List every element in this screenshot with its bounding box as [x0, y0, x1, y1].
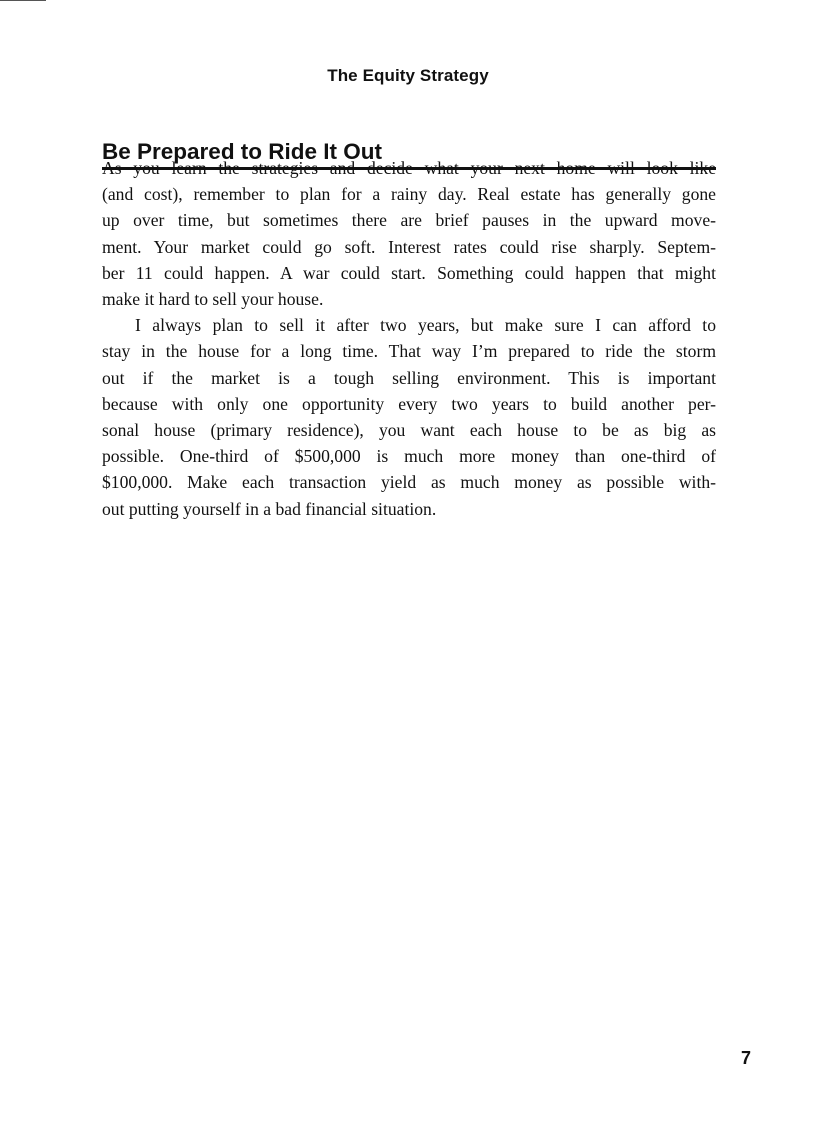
text-line: ber 11 could happen. A war could start. Something could happen that might — [102, 262, 716, 283]
text-line: make it hard to sell your house. — [102, 289, 324, 310]
text-line: out if the market is a tough selling environment. This is important — [102, 367, 716, 388]
crop-mark — [0, 0, 46, 1]
text-line: stay in the house for a long time. That way I’m prepared to ride the storm — [102, 341, 716, 362]
text-line: ment. Your market could go soft. Interest rates could rise sharply. Septem- — [102, 236, 716, 257]
text-line: I always plan to sell it after two years, but make sure I can afford to — [135, 315, 716, 336]
text-line: As you learn the strategies and decide what your next home will look like — [102, 158, 716, 178]
text-line: (and cost), remember to plan for a rainy day. Real estate has generally gone — [102, 184, 716, 205]
text-line: sonal house (primary residence), you want each house to be as big as — [102, 420, 716, 441]
section-heading: Be Prepared to Ride It Out — [102, 138, 716, 170]
page-number: 7 — [741, 1048, 752, 1068]
text-line: out putting yourself in a bad financial situation. — [102, 498, 437, 519]
text-line: up over time, but sometimes there are brief pauses in the upward move- — [102, 210, 716, 231]
text-line: $100,000. Make each transaction yield as much money as possible with- — [102, 472, 716, 493]
paragraph-2 — [102, 312, 716, 522]
body-text — [102, 155, 716, 522]
paragraph-1 — [102, 155, 716, 312]
text-line: because with only one opportunity every two years to build another per- — [102, 393, 716, 414]
text-line: possible. One-third of $500,000 is much more money than one-third of — [102, 446, 716, 467]
running-head: The Equity Strategy — [327, 66, 489, 85]
